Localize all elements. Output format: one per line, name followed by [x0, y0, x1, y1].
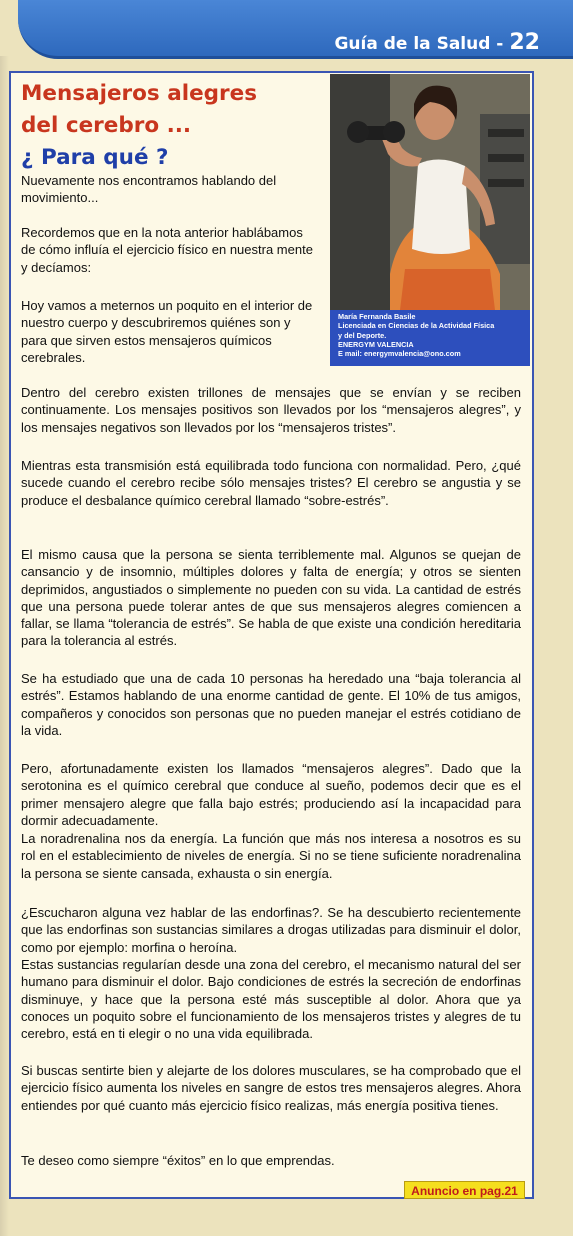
body-paragraph-5a: Pero, afortunadamente existen los llamados “mensajeros alegres”. Dado que la serotonina es el químico cerebral que conduce al sueño, podemos decir que es el primer mensajero alegre que falla bajo estrés; produciendo así la incapacidad para dormir adecuadamente.: [21, 761, 521, 828]
caption-degree-2: y del Deporte.: [338, 330, 387, 340]
ad-reference-badge[interactable]: Anuncio en pag.21: [404, 1181, 525, 1199]
section-name: Guía de la Salud -: [334, 34, 504, 54]
page-spine-shadow: [0, 56, 9, 1236]
intro-paragraph-3: Hoy vamos a meternos un poquito en el interior de nuestro cuerpo y descubriremos quiénes son y para que sirven estos mensajeros químicos cerebrales.: [21, 298, 313, 365]
body-paragraph-4: Se ha estudiado que una de cada 10 personas ha heredado una “baja tolerancia al estrés”. Estamos hablando de una enorme cantidad de gente. El 10% de tus amigos, compañeros y conocidos son personas que no pueden manejar el estrés cotidiano de la vida.: [21, 671, 521, 738]
caption-degree-1: Licenciada en Ciencias de la Actividad Física: [338, 321, 495, 331]
author-photo-box: [330, 74, 530, 366]
caption-email: E mail: energymvalencia@ono.com: [338, 349, 461, 359]
intro-paragraph-2: Recordemos que en la nota anterior hablábamos de cómo influía el ejercicio físico en nuestra mente y decíamos:: [21, 225, 313, 275]
intro-paragraph-1: Nuevamente nos encontramos hablando del movimiento...: [21, 173, 277, 206]
header-title: [334, 30, 540, 55]
body-paragraph-5b: La noradrenalina nos da energía. La función que más nos interesa a nosotros es su rol en el establecimiento de niveles de energía. Si no se tiene suficiente noradrenalina la persona se siente cansada, exhausta o sin energía.: [21, 831, 521, 881]
article-title: [21, 78, 321, 174]
page-number: 22: [509, 30, 540, 55]
body-paragraph-6b: Estas sustancias regularían desde una zona del cerebro, el mecanismo natural del ser humano para disminuir el dolor. Bajo condiciones de estrés la secreción de endorfinas disminuye, y hace que la persona esté más susceptible al dolor. Ahora que ya conoces un poquito sobre el funcionamiento de los mensajeros tristes y alegres de tu cerebro, está en ti elegir o no una vida equilibrada.: [21, 957, 521, 1042]
body-paragraph-1: Dentro del cerebro existen trillones de mensajes que se envían y se reciben continuamente. Los mensajes positivos son llevados por los “mensajeros alegres”, y los mensajes negativos son llevados por los “mensajeros tristes”.: [21, 385, 521, 435]
body-paragraph-7: Si buscas sentirte bien y alejarte de los dolores musculares, se ha comprobado que el ejercicio físico aumenta los niveles en sangre de estos tres mensajeros alegres. Ahora entiendes por qué cuanto más ejercicio físico realizas, más energía positiva tienes.: [21, 1063, 521, 1113]
title-line-1: Mensajeros alegres: [21, 81, 258, 106]
body-paragraph-6a: ¿Escucharon alguna vez hablar de las endorfinas?. Se ha descubierto recientemente que las endorfinas son sustancias similares a drogas utilizadas para disminuir el dolor, como por ejemplo: morfina o heroína.: [21, 905, 521, 955]
photo-caption: [338, 312, 524, 358]
closing-line: Te deseo como siempre “éxitos” en lo que emprendas.: [21, 1153, 335, 1168]
title-line-3: ¿ Para qué ?: [21, 145, 169, 170]
caption-company: ENERGYM VALENCIA: [338, 339, 414, 349]
title-line-2: del cerebro ...: [21, 113, 192, 138]
author-photo: [330, 74, 530, 310]
woman-lifting-dumbbell-image: [330, 74, 530, 310]
caption-name: María Fernanda Basile: [338, 312, 416, 321]
header-band: [18, 0, 573, 59]
body-paragraph-3: El mismo causa que la persona se sienta terriblemente mal. Algunos se quejan de cansancio y de insomnio, múltiples dolores y falta de energía; y otros se sienten deprimidos, angustiados o simplemente no pueden con su vida. La cantidad de estrés que una persona puede tolerar antes de que sus mensajeros alegres comiencen a fallar, se llama “tolerancia de estrés”. Se habla de que existe una condición hereditaria para la tolerancia al estrés.: [21, 547, 521, 649]
body-paragraph-2: Mientras esta transmisión está equilibrada todo funciona con normalidad. Pero, ¿qué sucede cuando el cerebro recibe sólo mensajes tristes? El cerebro se angustia y se produce el desbalance químico cerebral llamado “sobre-estrés”.: [21, 458, 521, 508]
